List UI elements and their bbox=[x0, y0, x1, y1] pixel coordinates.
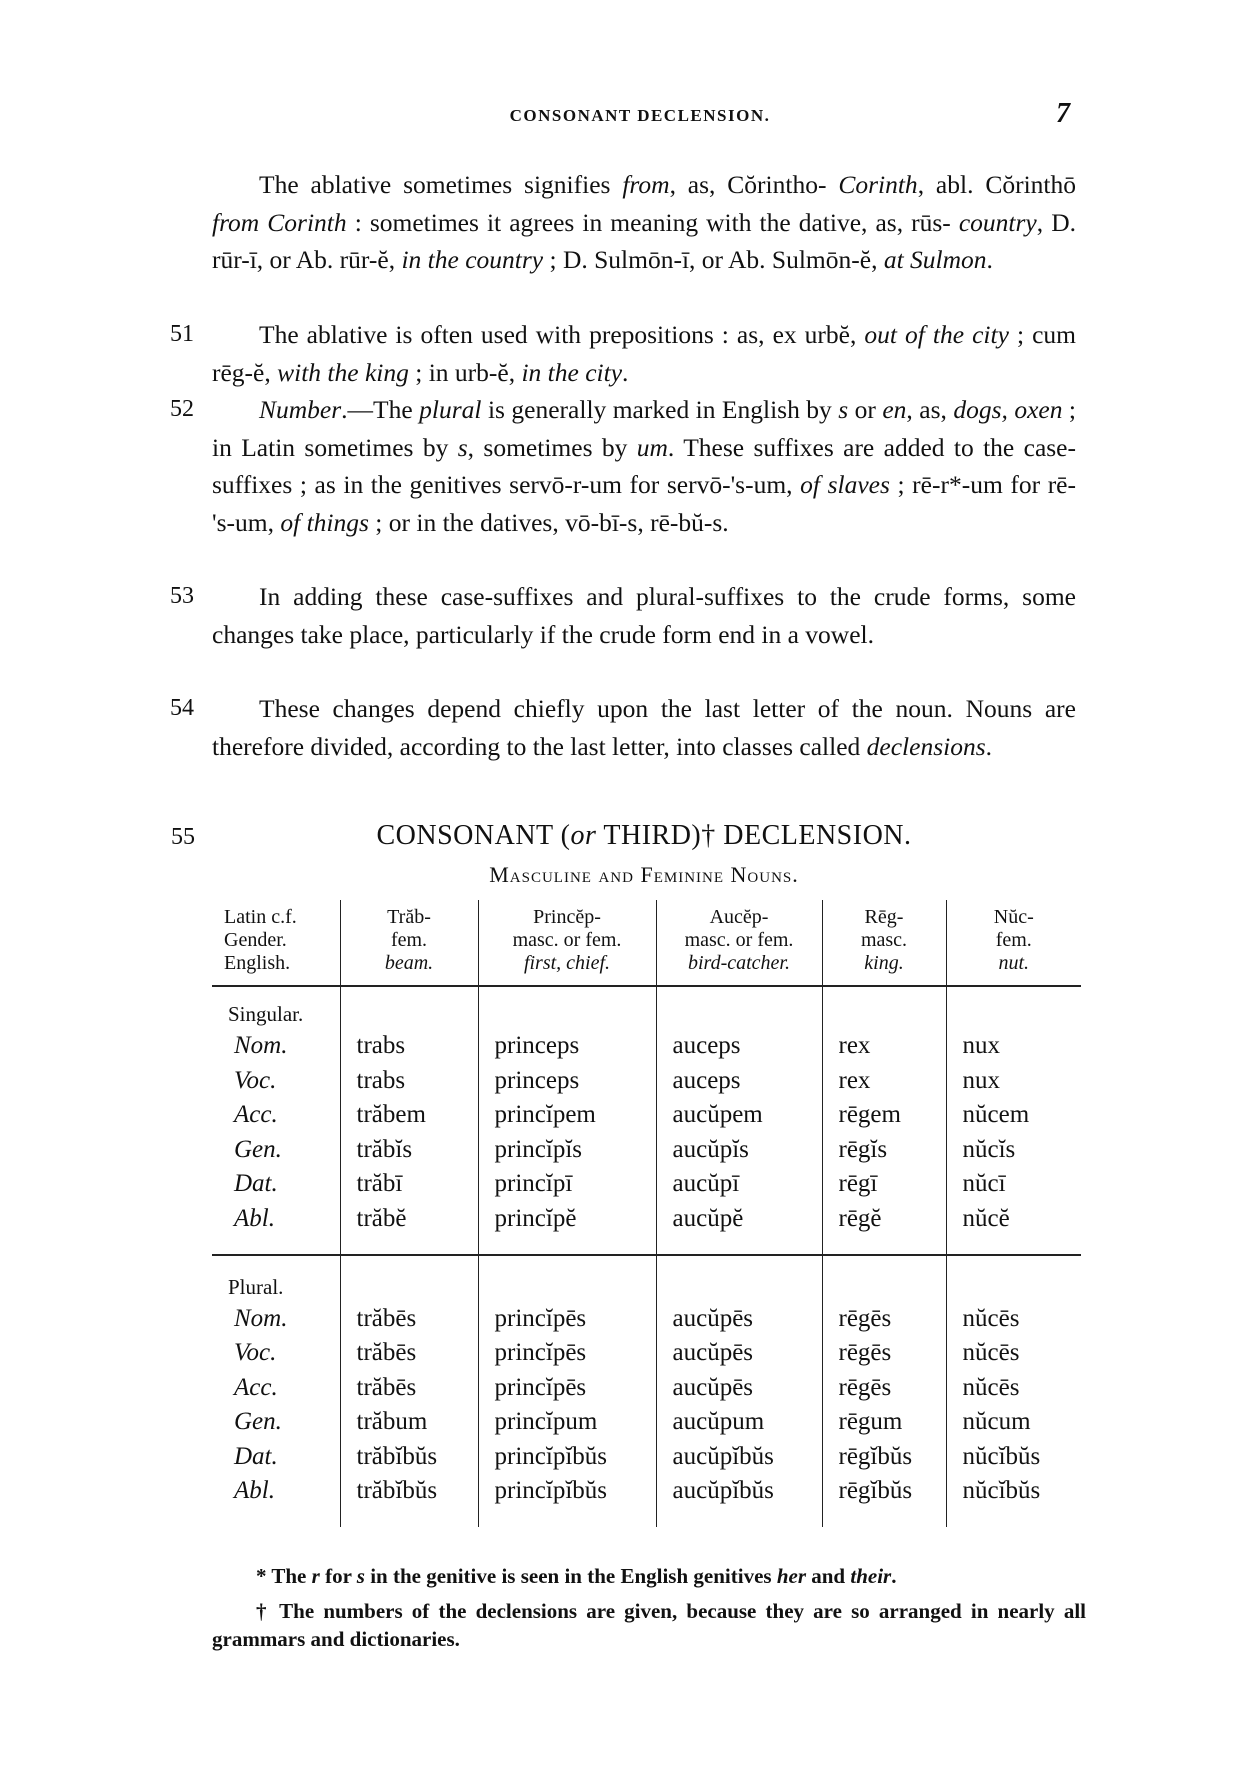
table-cell: nŭcem bbox=[962, 1101, 1030, 1128]
italic-text: from bbox=[622, 170, 670, 199]
footnotes bbox=[212, 1562, 1086, 1660]
case-label: Acc. bbox=[234, 1373, 278, 1401]
forms-column bbox=[340, 986, 478, 1255]
table-cell: princĭpī bbox=[494, 1170, 573, 1197]
declension-subtitle: Masculine and Feminine Nouns. bbox=[489, 862, 799, 887]
text-run: ; rē-r*-um for rē-'s-um, bbox=[212, 470, 1076, 537]
text-run: , as, Cŏrintho- bbox=[669, 170, 839, 199]
forms-column bbox=[946, 986, 1081, 1255]
text-run: ; D. Sulmōn-ī, or Ab. Sulmōn-ĕ, bbox=[543, 245, 884, 274]
paragraph-53 bbox=[170, 578, 1076, 653]
paragraph-text bbox=[212, 320, 1076, 387]
table-cell: princĭpĭbŭs bbox=[494, 1477, 607, 1505]
italic-text: their bbox=[850, 1564, 892, 1588]
paragraph-number: 53 bbox=[170, 583, 194, 609]
row-spacer bbox=[839, 999, 946, 1029]
declension-table bbox=[212, 900, 1081, 1527]
table-cell: princĭpum bbox=[494, 1408, 598, 1436]
italic-text: country bbox=[958, 207, 1037, 237]
italic-text: um bbox=[636, 432, 668, 462]
table-cell: princĭpēs bbox=[494, 1373, 587, 1401]
table-cell: trăbum bbox=[356, 1408, 428, 1436]
paragraph-54 bbox=[170, 690, 1076, 765]
italic-text: in the city bbox=[521, 357, 623, 387]
case-label: Voc. bbox=[234, 1066, 277, 1094]
table-cell: rēgum bbox=[838, 1408, 903, 1436]
paragraph-number: 51 bbox=[170, 321, 194, 347]
header-gender: masc. or fem. bbox=[684, 929, 794, 951]
header-stem: Princĕp- bbox=[533, 906, 601, 928]
header-stem: Rēg- bbox=[864, 906, 904, 928]
row-spacer bbox=[673, 1272, 822, 1302]
row-spacer bbox=[963, 999, 1082, 1029]
paragraph-text bbox=[212, 170, 1076, 274]
italic-text: with the king bbox=[277, 357, 409, 387]
text-run: , as, bbox=[906, 395, 954, 424]
table-cell: trăbĭbŭs bbox=[356, 1442, 438, 1470]
header-gender: masc. bbox=[860, 929, 908, 951]
forms-column bbox=[656, 1255, 822, 1527]
case-labels-plural bbox=[212, 1255, 340, 1527]
table-cell: trăbēs bbox=[356, 1304, 417, 1332]
running-title: CONSONANT DECLENSION. bbox=[509, 106, 771, 125]
header-cell bbox=[340, 900, 478, 986]
title-part: CONSONANT ( bbox=[376, 820, 571, 851]
italic-text: her bbox=[776, 1564, 806, 1588]
text-run: * The bbox=[256, 1564, 312, 1588]
header-english: king. bbox=[864, 952, 904, 974]
text-run: . bbox=[986, 245, 993, 274]
table-cell: trăbĕ bbox=[356, 1204, 407, 1232]
table-cell: rēgĕ bbox=[838, 1204, 882, 1232]
italic-text: of slaves bbox=[800, 470, 890, 499]
table-cell: rex bbox=[838, 1032, 871, 1059]
header-english: nut. bbox=[998, 952, 1030, 974]
table-cell: aucŭpum bbox=[672, 1408, 765, 1436]
header-cell bbox=[212, 900, 340, 986]
italic-text: declensions bbox=[866, 731, 986, 761]
table-cell: trabs bbox=[356, 1032, 406, 1059]
forms-column bbox=[478, 986, 656, 1255]
text-run: The ablative sometimes signifies bbox=[259, 170, 623, 199]
case-label: Gen. bbox=[234, 1135, 282, 1163]
table-cell: nŭcum bbox=[962, 1408, 1031, 1436]
table-cell: rēgēs bbox=[838, 1373, 892, 1401]
header-gender: Gender. bbox=[224, 929, 287, 951]
text-run: for bbox=[319, 1564, 357, 1588]
table-cell: nux bbox=[962, 1032, 1000, 1059]
table-cell: rēgī bbox=[838, 1170, 878, 1197]
forms-column bbox=[822, 1255, 946, 1527]
header-english: bird-catcher. bbox=[687, 952, 790, 974]
table-cell: trăbēs bbox=[356, 1339, 417, 1367]
italic-text: dogs, oxen bbox=[953, 395, 1063, 424]
header-english: first, chief. bbox=[523, 952, 611, 974]
row-spacer bbox=[963, 1272, 1082, 1302]
table-cell: rex bbox=[838, 1066, 871, 1094]
table-cell: aucŭpem bbox=[672, 1101, 763, 1128]
italic-text: Number bbox=[259, 395, 342, 424]
title-part: THIRD)† DECLENSION. bbox=[596, 820, 912, 851]
header-cell bbox=[946, 900, 1081, 986]
text-run: These changes depend chiefly upon the last letter of the noun. Nouns are therefore divided, according to the last letter, into classes called bbox=[212, 694, 1076, 761]
forms-column bbox=[656, 986, 822, 1255]
italic-text: s bbox=[457, 432, 468, 462]
table-cell: rēgĭbŭs bbox=[838, 1442, 913, 1470]
forms-column bbox=[822, 986, 946, 1255]
table-cell: nŭcĭs bbox=[962, 1135, 1016, 1163]
table-cell: rēgĭbŭs bbox=[838, 1477, 913, 1505]
paragraph-text bbox=[212, 694, 1076, 761]
table-cell: nŭcĭbŭs bbox=[962, 1442, 1041, 1470]
case-label: Nom. bbox=[234, 1304, 288, 1332]
declension-title bbox=[212, 820, 1076, 852]
row-spacer bbox=[495, 1272, 656, 1302]
table-cell: princeps bbox=[494, 1032, 580, 1059]
case-label: Nom. bbox=[234, 1032, 288, 1059]
table-cell: aucŭpēs bbox=[672, 1373, 754, 1401]
table-cell: princĭpēs bbox=[494, 1339, 587, 1367]
italic-text: of things bbox=[280, 507, 369, 537]
table-cell: aucŭpēs bbox=[672, 1339, 754, 1367]
table-cell: princĭpem bbox=[494, 1101, 596, 1128]
header-english: English. bbox=[224, 952, 291, 974]
table-header-row bbox=[212, 900, 1081, 986]
row-spacer bbox=[357, 999, 478, 1029]
italic-text: out of the city bbox=[864, 320, 1009, 349]
text-run: . bbox=[985, 731, 993, 761]
text-run: , abl. Cŏrinthō bbox=[917, 170, 1076, 199]
row-spacer bbox=[495, 999, 656, 1029]
text-run: . These suffixes are added to the case-suffixes ; as in the genitives servō-r-um for servō-'s-um, bbox=[212, 432, 1076, 499]
text-run: ; in Latin sometimes by bbox=[212, 395, 1077, 462]
case-label: Gen. bbox=[234, 1408, 282, 1436]
table-cell: trabs bbox=[356, 1066, 406, 1094]
header-english: beam. bbox=[384, 952, 434, 974]
table-cell: aucŭpī bbox=[672, 1170, 740, 1197]
number-label: Singular. bbox=[228, 1002, 304, 1026]
footnote-asterisk bbox=[212, 1562, 1086, 1591]
table-cell: aucŭpēs bbox=[672, 1304, 754, 1332]
table-cell: nŭcēs bbox=[962, 1304, 1020, 1332]
header-stem: Trăb- bbox=[387, 906, 431, 928]
paragraph-text bbox=[212, 395, 1076, 537]
table-cell: trăbĭbŭs bbox=[356, 1477, 438, 1505]
italic-text: r bbox=[311, 1564, 320, 1588]
header-stem: Nŭc- bbox=[993, 906, 1034, 928]
italic-text: plural bbox=[419, 395, 482, 424]
table-cell: auceps bbox=[672, 1066, 741, 1094]
paragraph-51 bbox=[170, 316, 1076, 391]
italic-text: s bbox=[838, 395, 849, 424]
number-label: Plural. bbox=[228, 1274, 284, 1299]
table-cell: trăbēs bbox=[356, 1373, 417, 1401]
table-cell: princĭpēs bbox=[494, 1304, 587, 1332]
italic-text: Corinth bbox=[838, 170, 918, 199]
case-label: Abl. bbox=[234, 1477, 275, 1505]
case-labels-singular bbox=[212, 986, 340, 1255]
table-cell: rēgĭs bbox=[838, 1135, 888, 1163]
footnote-dagger bbox=[212, 1597, 1086, 1654]
table-cell: nŭcī bbox=[962, 1170, 1006, 1197]
table-cell: trăbem bbox=[356, 1101, 426, 1128]
title-part-italic: or bbox=[570, 820, 597, 851]
text-run: .—The bbox=[341, 395, 420, 424]
table-cell: rēgēs bbox=[838, 1339, 892, 1367]
italic-text: at Sulmon bbox=[883, 245, 987, 274]
text-run: ; in urb-ĕ, bbox=[408, 357, 522, 387]
row-spacer bbox=[357, 1272, 478, 1302]
table-cell: nŭcēs bbox=[962, 1373, 1020, 1401]
section-number-55: 55 bbox=[171, 824, 195, 850]
header-gender: fem. bbox=[995, 929, 1032, 951]
table-cell: nux bbox=[962, 1066, 1000, 1094]
paragraph-number: 54 bbox=[170, 695, 194, 721]
text-run: and bbox=[806, 1564, 851, 1588]
italic-text: s bbox=[356, 1564, 365, 1588]
italic-text: in the country bbox=[401, 245, 544, 274]
table-cell: rēgēs bbox=[838, 1304, 892, 1332]
row-spacer bbox=[673, 999, 822, 1029]
singular-block bbox=[212, 986, 1081, 1255]
italic-text: from Corinth bbox=[212, 207, 347, 237]
case-label: Abl. bbox=[234, 1204, 275, 1232]
table-cell: princĭpĭbŭs bbox=[494, 1442, 607, 1470]
text-run: , D. rūr-ī, or Ab. rūr-ĕ, bbox=[212, 207, 1076, 274]
case-label: Voc. bbox=[234, 1339, 277, 1367]
forms-column bbox=[478, 1255, 656, 1527]
table-cell: nŭcĕ bbox=[962, 1204, 1010, 1232]
case-label: Dat. bbox=[234, 1442, 278, 1470]
text-run: † The numbers of the declensions are given, because they are so arranged in nearly all grammars and dictionaries. bbox=[212, 1598, 1086, 1651]
table-cell: princĭpĕ bbox=[494, 1204, 577, 1232]
header-gender: fem. bbox=[390, 929, 428, 951]
text-run: in the genitive is seen in the English genitives bbox=[364, 1564, 777, 1588]
text-run: : sometimes it agrees in meaning with the dative, as, rūs- bbox=[346, 207, 959, 237]
text-run: ; cum rēg-ĕ, bbox=[212, 320, 1076, 387]
italic-text: en bbox=[882, 395, 907, 424]
case-label: Dat. bbox=[234, 1170, 278, 1197]
text-run: , sometimes by bbox=[467, 432, 637, 462]
text-run: . bbox=[891, 1564, 897, 1588]
table-cell: trăbī bbox=[356, 1170, 403, 1197]
header-stem: Latin c.f. bbox=[224, 906, 297, 928]
table-cell: princeps bbox=[494, 1066, 580, 1094]
running-head bbox=[210, 98, 1070, 132]
text-run: The ablative is often used with prepositions : as, ex urbĕ, bbox=[259, 320, 865, 349]
paragraph-52 bbox=[170, 391, 1077, 541]
paragraph-number: 52 bbox=[170, 396, 194, 422]
paragraph-text bbox=[212, 582, 1076, 649]
table-cell: nŭcēs bbox=[962, 1339, 1020, 1367]
text-run: In adding these case-suffixes and plural-suffixes to the crude forms, some changes take place, particularly if the crude form end in a vowel. bbox=[212, 582, 1076, 649]
plural-block bbox=[212, 1255, 1081, 1527]
page-number: 7 bbox=[1056, 98, 1070, 129]
text-run: is generally marked in English by bbox=[481, 395, 839, 424]
table-cell: aucŭpĕ bbox=[672, 1204, 744, 1232]
forms-column bbox=[340, 1255, 478, 1527]
forms-column bbox=[946, 1255, 1081, 1527]
row-spacer bbox=[839, 1272, 946, 1302]
table-cell: rēgem bbox=[838, 1101, 901, 1128]
header-gender: masc. or fem. bbox=[512, 929, 622, 951]
table-cell: princĭpĭs bbox=[494, 1135, 582, 1163]
case-label: Acc. bbox=[234, 1101, 278, 1128]
table-cell: aucŭpĭbŭs bbox=[672, 1477, 774, 1505]
table-cell: nŭcĭbŭs bbox=[962, 1477, 1041, 1505]
header-cell bbox=[656, 900, 822, 986]
header-stem: Aucĕp- bbox=[709, 906, 769, 928]
text-run: or bbox=[848, 395, 883, 424]
header-cell bbox=[478, 900, 656, 986]
table-cell: trăbĭs bbox=[356, 1135, 413, 1163]
paragraph-ablative-from bbox=[212, 166, 1076, 279]
table-cell: auceps bbox=[672, 1032, 741, 1059]
table-cell: aucŭpĭs bbox=[672, 1135, 749, 1163]
header-cell bbox=[822, 900, 946, 986]
text-run: . bbox=[622, 357, 629, 387]
table-cell: aucŭpĭbŭs bbox=[672, 1442, 774, 1470]
text-run: ; or in the datives, vō-bī-s, rē-bŭ-s. bbox=[368, 507, 729, 537]
